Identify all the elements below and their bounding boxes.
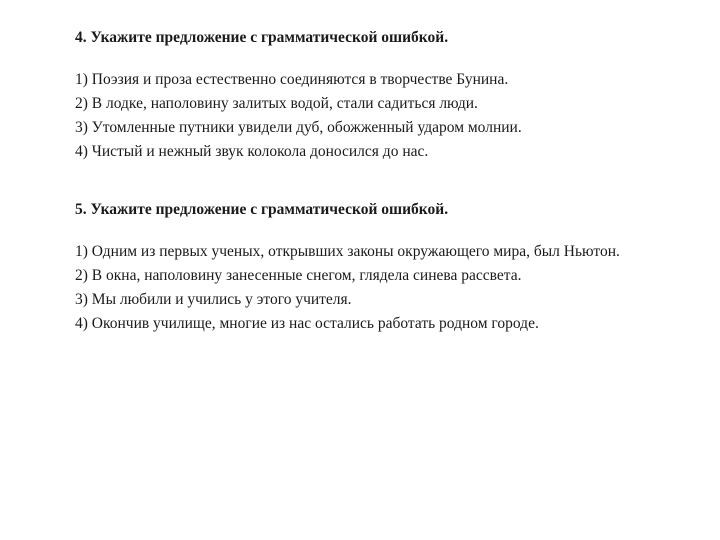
question-title: 4. Укажите предложение с грамматической ошибкой. bbox=[75, 29, 449, 46]
answer-option-3: 3) Мы любили и учились у этого учителя. bbox=[75, 291, 352, 308]
answer-options-list bbox=[75, 240, 705, 336]
question-4 bbox=[75, 28, 705, 164]
question-5 bbox=[75, 200, 705, 336]
answer-options-list bbox=[75, 68, 705, 164]
answer-option-4: 4) Окончив училище, многие из нас остались работать родном городе. bbox=[75, 315, 539, 332]
answer-option-4: 4) Чистый и нежный звук колокола доносился до нас. bbox=[75, 143, 429, 160]
answer-option-3: 3) Утомленные путники увидели дуб, обожженный ударом молнии. bbox=[75, 119, 522, 136]
answer-option-1: 1) Поэзия и проза естественно соединяются в творчестве Бунина. bbox=[75, 71, 509, 88]
question-title: 5. Укажите предложение с грамматической ошибкой. bbox=[75, 201, 449, 218]
answer-option-2: 2) В окна, наполовину занесенные снегом, глядела синева рассвета. bbox=[75, 267, 522, 284]
answer-option-2: 2) В лодке, наполовину залитых водой, стали садиться люди. bbox=[75, 95, 478, 112]
answer-option-1: 1) Одним из первых ученых, открывших законы окружающего мира, был Ньютон. bbox=[75, 243, 620, 260]
